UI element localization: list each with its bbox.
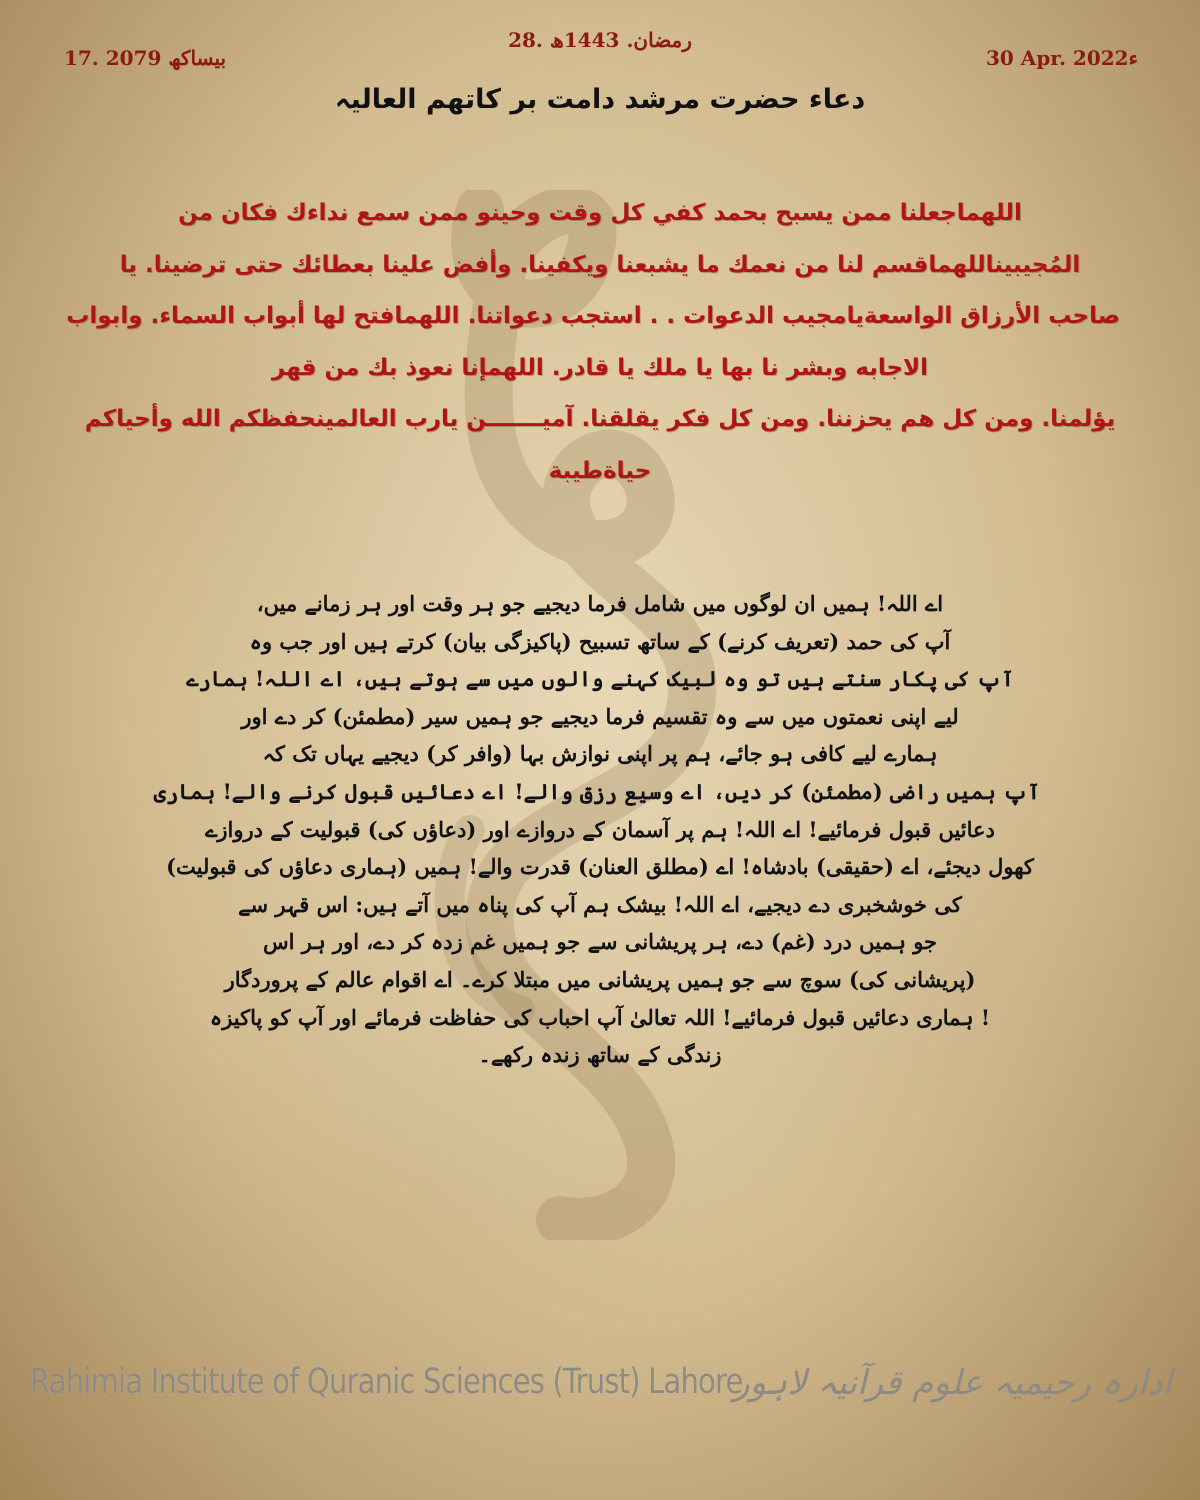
urdu-line: دعائیں قبول فرمائیے! اے اللہ! ہم پر آسمان کے دروازے اور (دعاؤں کی) قبولیت کے دروازے	[205, 816, 995, 842]
date-row	[50, 28, 1150, 68]
urdu-line: (پریشانی کی) سوچ سے جو ہمیں پریشانی میں مبتلا کرے۔ اے اقوام عالم کے پروردگار	[224, 966, 976, 992]
institute-name-urdu-logo: ادارہ رحیمیہ علوم قرآنیہ لاہور	[733, 1363, 1172, 1403]
urdu-line: آپ کی پکار سنتے ہیں تو وہ لبیک کہنے والوں میں سے ہوتے ہیں، اے اللہ! ہمارے	[186, 666, 1014, 692]
arabic-line: الاجابه وبشر نا بها يا ملك يا قادر. اللهمإنا نعوذ بك من قهر	[271, 354, 929, 381]
urdu-line: اے اللہ! ہمیں ان لوگوں میں شامل فرما دیجیے جو ہر وقت اور ہر زمانے میں،	[256, 591, 944, 616]
urdu-line: آپ کی حمد (تعریف کرنے) کے ساتھ تسبیح (پاکیزگی بیان) کرتے ہیں اور جب وہ	[249, 628, 951, 654]
page-title: دعاء حضرت مرشد دامت بر کاتھم العالیہ	[334, 84, 866, 115]
urdu-line: زندگی کے ساتھ زندہ رکھے۔	[478, 1042, 722, 1068]
hijri-date: 28. رمضان. 1443ھ	[508, 28, 692, 52]
urdu-line: ! ہماری دعائیں قبول فرمائیے! اللہ تعالیٰ آپ احباب کی حفاظت فرمائے اور آپ کو پاکیزہ	[209, 1004, 991, 1030]
urdu-translation	[153, 585, 1040, 1074]
bikrami-date: 17. بیساکھ 2079	[64, 46, 227, 70]
urdu-line: کھول دیجئے، اے (حقیقی) بادشاہ! اے (مطلق العنان) قدرت والے! ہمیں (ہماری دعاؤں کی قبولیت)	[166, 854, 1034, 880]
urdu-line: لیے اپنی نعمتوں میں سے وہ تقسیم فرما دیجیے جو ہمیں سیر (مطمئن) کر دے اور	[241, 703, 959, 729]
arabic-line: المُجيبيناللهماقسم لنا من نعمك ما يشبعنا ويكفينا. وأفض علينا بعطائك حتى ترضينا. يا	[119, 251, 1081, 278]
gregorian-date: 30 Apr. 2022ء	[986, 46, 1138, 70]
arabic-line: حياةطيبة	[548, 457, 652, 484]
urdu-line: کی خوشخبری دے دیجیے، اے اللہ! بیشک ہم آپ کی پناہ میں آتے ہیں: اس قہر سے	[238, 891, 962, 917]
urdu-line: آپ ہمیں راضی (مطمئن) کر دیں، اے وسیع رزق والے! اے دعائیں قبول کرنے والے! ہماری	[153, 778, 1040, 804]
arabic-line: اللهماجعلنا ممن يسبح بحمد كفي كل وقت وحينو ممن سمع نداءك فكان من	[178, 200, 1022, 226]
institute-name-english: Rahimia Institute of Quranic Sciences (Trust) Lahore	[30, 1362, 743, 1402]
arabic-dua	[66, 188, 1120, 497]
footer	[0, 1362, 1200, 1442]
urdu-line: جو ہمیں درد (غم) دے، ہر پریشانی سے جو ہمیں غم زدہ کر دے، اور ہر اس	[262, 929, 938, 955]
arabic-line: يؤلمنا. ومن كل هم يحزننا. ومن كل فكر يقلقنا. آميـــــــن يارب العالمينحفظكم الله وأحياكم	[84, 406, 1116, 432]
urdu-line: ہمارے لیے کافی ہو جائے، ہم پر اپنی نوازش بہا (وافر کر) دیجیے یہاں تک کہ	[262, 741, 938, 767]
arabic-line: صاحب الأرزاق الواسعةيامجيب الدعوات . . استجب دعواتنا. اللهمافتح لها أبواب السماء. وابواب	[66, 303, 1120, 329]
